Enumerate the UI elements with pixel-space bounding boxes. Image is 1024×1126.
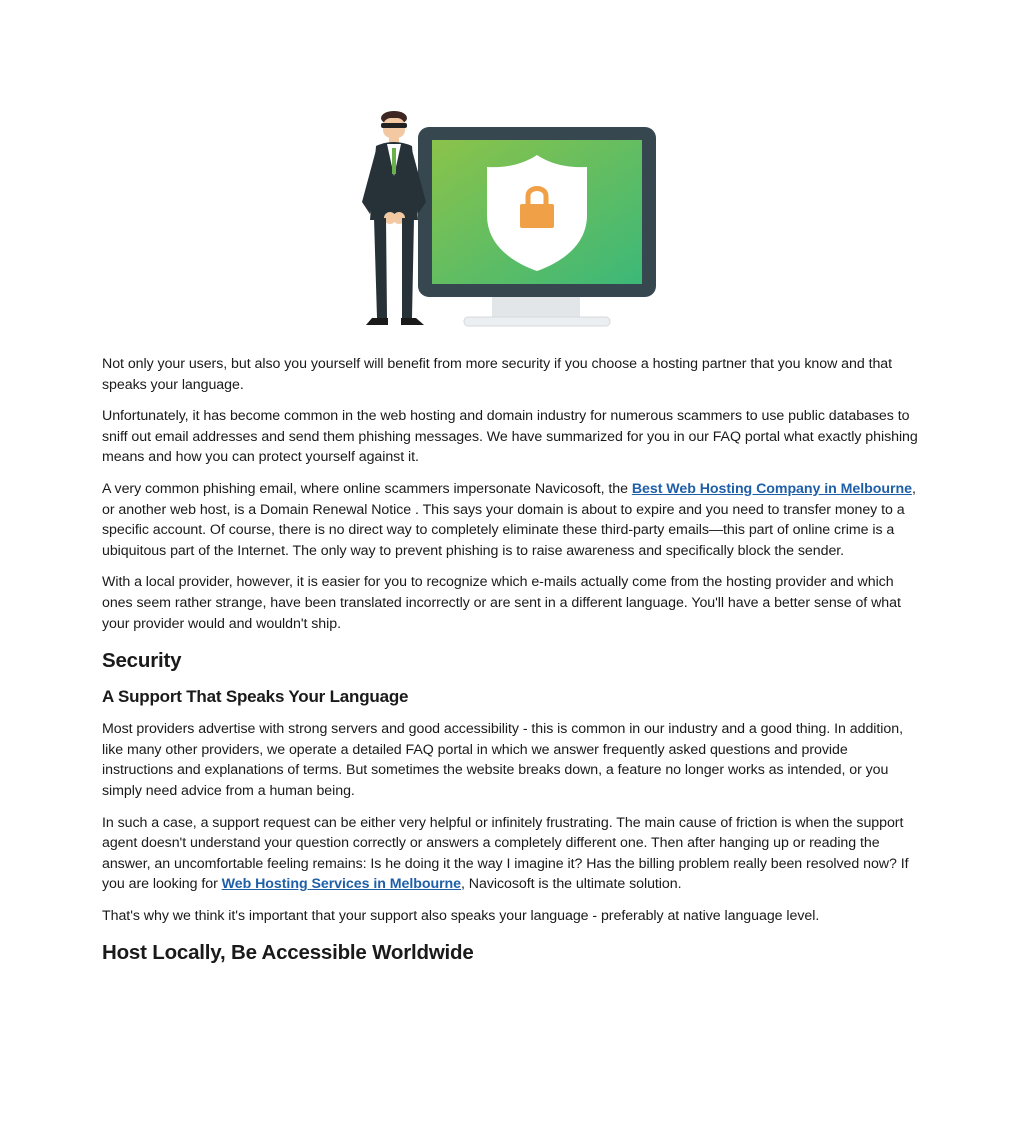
best-web-hosting-link[interactable]: Best Web Hosting Company in Melbourne xyxy=(631,480,912,497)
security-guard-monitor-image xyxy=(352,110,662,334)
paragraph-providers-advertise: Most providers advertise with strong servers and good accessibility - this is common in our industry and a good thing. In addition, like many other providers, we operate a detailed FAQ portal in which we answer frequently asked questions and provide instructions and explanations of terms. But sometimes the website breaks down, a feature no longer works as intended, or you simply need advice from a human being. xyxy=(102,721,903,799)
paragraph-support-request xyxy=(102,813,922,895)
paragraph-text: In such a case, a support request can be either very helpful or infinitely frustrating. The main cause of friction is when the support agent doesn't understand your question correctly or answers a completely different one. Then after hanging up or reading the answer, an uncomfortable feeling remains: Is he doing it the way I imagine it? Has the billing problem really been resolved now? If you are looking for xyxy=(102,814,909,893)
paragraph-local-provider: With a local provider, however, it is easier for you to recognize which e-mails actually come from the hosting provider and which ones seem rather strange, have been translated incorrectly or are sent in a different language. You'll have a better sense of what your provider would and wouldn't ship. xyxy=(102,574,901,632)
lock-icon xyxy=(520,204,554,228)
paragraph-text: A very common phishing email, where online scammers impersonate Navicosoft, the xyxy=(102,480,632,497)
heading-security: Security xyxy=(102,649,182,673)
heading-support-language: A Support That Speaks Your Language xyxy=(102,687,409,707)
paragraph-native-language: That's why we think it's important that your support also speaks your language - preferably at native language level. xyxy=(102,907,820,924)
paragraph-users-benefit: Not only your users, but also you yourself will benefit from more security if you choose a hosting partner that you know and that speaks your language. xyxy=(102,356,893,393)
security-guard-figure xyxy=(362,111,426,325)
security-illustration xyxy=(352,110,662,334)
paragraph-text: , Navicosoft is the ultimate solution. xyxy=(461,876,682,893)
web-hosting-services-link[interactable]: Web Hosting Services in Melbourne xyxy=(221,876,461,893)
paragraph-phishing-email xyxy=(102,479,922,561)
paragraph-phishing-common: Unfortunately, it has become common in the web hosting and domain industry for numerous scammers to use public databases to sniff out email addresses and send them phishing messages. We have summarized for you in our FAQ portal what exactly phishing means and how you can protect yourself against it. xyxy=(102,408,918,466)
paragraph-text: , or another web host, is a Domain Renewal Notice . This says your domain is about to expire and you need to transfer money to a specific account. Of course, there is no direct way to completely eliminate these third-party emails—this part of online crime is a ubiquitous part of the Internet. The only way to prevent phishing is to raise awareness and specifically block the sender. xyxy=(102,480,916,559)
article-body xyxy=(102,354,922,976)
monitor-base xyxy=(464,317,610,326)
heading-host-locally: Host Locally, Be Accessible Worldwide xyxy=(102,941,474,965)
